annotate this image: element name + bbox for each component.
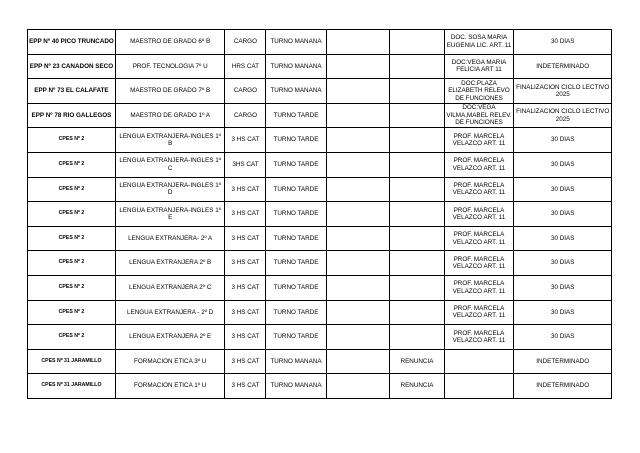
duration-cell-text: 30 DÍAS (550, 259, 575, 267)
holder-cell (444, 152, 514, 177)
holder-cell-text: DOC. SOSA MARIA EUGENIA LIC. ART. 11 (446, 34, 512, 49)
subject-cell-text: MAESTRO DE GRADO 7º B (130, 87, 211, 95)
blank-cell (326, 152, 390, 177)
duration-cell (514, 79, 612, 104)
type-cell-text: 3 HS CAT (231, 136, 260, 144)
type-cell-text: CARGO (233, 111, 257, 119)
school-cell-text: EPP Nº 40 PICO TRUNCADO (29, 38, 114, 46)
shift-cell (266, 374, 326, 399)
holder-cell-text: DOC:VEGA VILMA,MABEL RELEV. DE FUNCIONES (446, 104, 512, 127)
subject-cell-text: FORMACION ETICA 1º U (134, 382, 207, 390)
duration-cell-text: 30 DÍAS (550, 185, 575, 193)
blank-cell (326, 79, 390, 104)
duration-cell-text: INDETERMINADO (536, 357, 590, 365)
subject-cell (115, 79, 225, 104)
subject-cell-text: LENGUA EXTRANJERA 2º E (129, 333, 212, 341)
blank-cell (326, 251, 390, 276)
duration-cell-text: FINALIZACION CICLO LECTIVO 2025 (516, 83, 610, 98)
blank-cell (326, 325, 390, 350)
table-row (28, 30, 612, 55)
vacancy-table (27, 29, 612, 399)
school-cell-text: EPP Nº 73 EL CALAFATE (34, 87, 109, 95)
type-cell (225, 54, 266, 79)
status-cell (390, 30, 444, 55)
type-cell-text: 3 HS CAT (231, 357, 260, 365)
holder-cell-text: PROF. MARCELA VELAZCO ART. 11 (452, 255, 506, 271)
shift-cell (266, 54, 326, 79)
shift-cell (266, 300, 326, 325)
blank-cell (326, 202, 390, 227)
shift-cell-text: TURNO TARDE (273, 333, 319, 341)
subject-cell (115, 177, 225, 202)
shift-cell-text: TURNO TARDE (273, 308, 319, 316)
holder-cell (444, 30, 514, 55)
holder-cell (444, 54, 514, 79)
shift-cell (266, 79, 326, 104)
school-cell (28, 374, 116, 399)
shift-cell (266, 30, 326, 55)
duration-cell (514, 251, 612, 276)
type-cell-text: 3 HS CAT (231, 234, 260, 242)
school-cell-text: CPES Nº 2 (58, 161, 85, 168)
holder-cell-text: PROF. MARCELA VELAZCO ART. 11 (452, 280, 506, 295)
holder-cell (444, 325, 514, 350)
type-cell (225, 325, 266, 350)
subject-cell-text: FORMACION ETICA 3º U (134, 357, 207, 365)
school-cell-text: CPES Nº 2 (58, 284, 85, 291)
shift-cell-text: TURNO TARDE (273, 259, 319, 267)
type-cell (225, 226, 266, 251)
duration-cell-text: INDETERMINADO (536, 62, 590, 70)
blank-cell (326, 128, 390, 153)
status-cell-text: RENUNCIA (400, 382, 434, 390)
shift-cell (266, 226, 326, 251)
shift-cell (266, 251, 326, 276)
table-row (28, 128, 612, 153)
shift-cell-text: TURNO MAÑANA (270, 62, 322, 70)
subject-cell-text: LENGUA EXTRANJERA-INGLES 1º C (119, 157, 222, 172)
school-cell (28, 30, 116, 55)
subject-cell (115, 103, 225, 128)
type-cell-text: CARGO (233, 87, 257, 95)
duration-cell (514, 103, 612, 128)
holder-cell-text: PROF. MARCELA VELAZCO ART. 11 (452, 206, 506, 221)
subject-cell-text: LENGUA EXTRANJERA 2º C (128, 284, 212, 292)
school-cell (28, 79, 116, 104)
shift-cell-text: TURNO TARDE (273, 136, 319, 144)
duration-cell (514, 54, 612, 79)
type-cell-text: 3HS CAT (232, 161, 259, 169)
duration-cell-text: 30 DÍAS (550, 234, 575, 242)
duration-cell-text: 30 DÍAS (550, 284, 575, 292)
duration-cell-text: 30 DÍAS (550, 308, 575, 316)
subject-cell (115, 226, 225, 251)
duration-cell-text: 30 DÍAS (550, 161, 575, 169)
status-cell (390, 177, 444, 202)
shift-cell-text: TURNO MAÑANA (270, 87, 322, 95)
school-cell-text: CPES Nº 2 (58, 308, 85, 315)
duration-cell (514, 152, 612, 177)
duration-cell-text: 30 DÍAS (550, 38, 575, 46)
blank-cell (326, 349, 390, 374)
holder-cell (444, 349, 514, 374)
subject-cell (115, 325, 225, 350)
blank-cell (326, 103, 390, 128)
subject-cell (115, 152, 225, 177)
table-row (28, 300, 612, 325)
subject-cell (115, 275, 225, 300)
type-cell-text: 3 HS CAT (231, 259, 260, 267)
table-row (28, 202, 612, 227)
type-cell (225, 275, 266, 300)
school-cell (28, 177, 116, 202)
shift-cell (266, 349, 326, 374)
school-cell (28, 275, 116, 300)
duration-cell (514, 177, 612, 202)
shift-cell-text: TURNO MAÑANA (270, 382, 322, 390)
shift-cell-text: TURNO MAÑANA (270, 357, 322, 365)
school-cell (28, 226, 116, 251)
blank-cell (326, 374, 390, 399)
school-cell (28, 128, 116, 153)
school-cell-text: CPES Nº 31 JARAMILLO (41, 382, 102, 389)
holder-cell (444, 300, 514, 325)
type-cell (225, 374, 266, 399)
holder-cell (444, 103, 514, 128)
subject-cell-text: LENGUA EXTRANJERA-INGLES 1º D (119, 181, 222, 197)
shift-cell (266, 128, 326, 153)
blank-cell (326, 30, 390, 55)
shift-cell (266, 103, 326, 128)
table-row (28, 79, 612, 104)
subject-cell-text: LENGUA EXTRANJERA-INGLES 1º E (119, 206, 222, 221)
school-cell-text: EPP Nº 23 CAÑADON SECO (29, 62, 114, 70)
subject-cell-text: LENGUA EXTRANJERA - 2º D (127, 308, 214, 316)
school-cell-text: EPP Nº 78 RIO GALLEGOS (31, 111, 112, 119)
holder-cell (444, 275, 514, 300)
shift-cell-text: TURNO TARDE (273, 185, 319, 193)
table-row (28, 54, 612, 79)
school-cell (28, 349, 116, 374)
duration-cell-text: 30 DÍAS (550, 333, 575, 341)
holder-cell (444, 374, 514, 399)
holder-cell-text: PROF. MARCELA VELAZCO ART. 11 (452, 231, 506, 246)
table-row (28, 152, 612, 177)
school-cell (28, 325, 116, 350)
duration-cell-text: FINALIZACION CICLO LECTIVO 2025 (516, 108, 610, 123)
table-row (28, 275, 612, 300)
school-cell-text: CPES Nº 2 (58, 259, 85, 266)
holder-cell (444, 226, 514, 251)
holder-cell (444, 251, 514, 276)
shift-cell (266, 152, 326, 177)
type-cell (225, 103, 266, 128)
status-cell (390, 251, 444, 276)
subject-cell-text: LENGUA EXTRANJERA- 2º A (128, 234, 213, 242)
holder-cell (444, 177, 514, 202)
table-row (28, 251, 612, 276)
subject-cell-text: MAESTRO DE GRADO 6º B (130, 38, 211, 46)
shift-cell (266, 325, 326, 350)
school-cell-text: CPES Nº 31 JARAMILLO (41, 357, 102, 364)
holder-cell-text: PROF. MARCELA VELAZCO ART. 11 (452, 181, 506, 197)
status-cell (390, 325, 444, 350)
shift-cell (266, 177, 326, 202)
blank-cell (326, 300, 390, 325)
status-cell (390, 349, 444, 374)
school-cell (28, 54, 116, 79)
subject-cell-text: LENGUA EXTRANJERA 2º B (129, 259, 212, 267)
duration-cell (514, 128, 612, 153)
status-cell (390, 152, 444, 177)
blank-cell (326, 54, 390, 79)
blank-cell (326, 226, 390, 251)
duration-cell-text: 30 DÍAS (550, 136, 575, 144)
type-cell (225, 177, 266, 202)
type-cell-text: 3 HS CAT (231, 333, 260, 341)
shift-cell-text: TURNO TARDE (273, 210, 319, 218)
subject-cell (115, 54, 225, 79)
blank-cell (326, 177, 390, 202)
subject-cell (115, 300, 225, 325)
type-cell-text: 3 HS CAT (231, 210, 260, 218)
duration-cell (514, 325, 612, 350)
subject-cell (115, 374, 225, 399)
type-cell (225, 152, 266, 177)
holder-cell-text: PROF. MARCELA VELAZCO ART. 11 (452, 132, 506, 148)
subject-cell-text: MAESTRO DE GRADO 1º A (130, 111, 210, 119)
shift-cell (266, 202, 326, 227)
subject-cell (115, 251, 225, 276)
status-cell (390, 226, 444, 251)
school-cell-text: CPES Nº 2 (58, 185, 85, 192)
type-cell (225, 30, 266, 55)
holder-cell (444, 128, 514, 153)
school-cell-text: CPES Nº 2 (58, 136, 85, 143)
duration-cell (514, 374, 612, 399)
school-cell (28, 103, 116, 128)
school-cell-text: CPES Nº 2 (58, 234, 85, 241)
duration-cell (514, 202, 612, 227)
duration-cell (514, 226, 612, 251)
school-cell (28, 300, 116, 325)
status-cell (390, 128, 444, 153)
shift-cell-text: TURNO TARDE (273, 111, 319, 119)
type-cell-text: 3 HS CAT (231, 382, 260, 390)
status-cell-text: RENUNCIA (400, 357, 434, 365)
table-body (28, 30, 612, 399)
school-cell (28, 202, 116, 227)
holder-cell-text: PROF. MARCELA VELAZCO ART. 11 (452, 157, 506, 172)
table-row (28, 103, 612, 128)
school-cell (28, 152, 116, 177)
status-cell (390, 103, 444, 128)
status-cell (390, 54, 444, 79)
duration-cell (514, 300, 612, 325)
type-cell (225, 202, 266, 227)
type-cell-text: 3 HS CAT (231, 308, 260, 316)
status-cell (390, 374, 444, 399)
status-cell (390, 202, 444, 227)
status-cell (390, 300, 444, 325)
table-row (28, 226, 612, 251)
type-cell-text: 3 HS CAT (231, 284, 260, 292)
shift-cell (266, 275, 326, 300)
holder-cell (444, 202, 514, 227)
school-cell (28, 251, 116, 276)
shift-cell-text: TURNO TARDE (273, 161, 319, 169)
type-cell (225, 251, 266, 276)
duration-cell (514, 30, 612, 55)
type-cell (225, 79, 266, 104)
school-cell-text: CPES Nº 2 (58, 333, 85, 340)
duration-cell-text: 30 DÍAS (550, 210, 575, 218)
subject-cell (115, 202, 225, 227)
duration-cell (514, 275, 612, 300)
holder-cell (444, 79, 514, 104)
subject-cell-text: LENGUA EXTRANJERA-INGLES 1º B (119, 132, 222, 148)
holder-cell-text: DOC:VEGA MARIA FELICIA ART 11 (451, 58, 507, 74)
status-cell (390, 79, 444, 104)
type-cell-text: 3 HS CAT (231, 185, 260, 193)
holder-cell-text: PROF. MARCELA VELAZCO ART. 11 (452, 329, 506, 344)
duration-cell (514, 349, 612, 374)
subject-cell (115, 349, 225, 374)
school-cell-text: CPES Nº 2 (58, 210, 85, 217)
type-cell (225, 128, 266, 153)
status-cell (390, 275, 444, 300)
blank-cell (326, 275, 390, 300)
type-cell-text: CARGO (233, 38, 257, 46)
subject-cell-text: PROF. TECNOLOGIA 7º U (132, 62, 208, 70)
subject-cell (115, 128, 225, 153)
table-row (28, 325, 612, 350)
type-cell-text: HRS CAT (231, 62, 259, 70)
holder-cell-text: PROF. MARCELA VELAZCO ART. 11 (452, 304, 506, 320)
type-cell (225, 300, 266, 325)
table-row (28, 177, 612, 202)
table-row (28, 349, 612, 374)
duration-cell-text: INDETERMINADO (536, 382, 590, 390)
shift-cell-text: TURNO TARDE (273, 234, 319, 242)
subject-cell (115, 30, 225, 55)
table-row (28, 374, 612, 399)
type-cell (225, 349, 266, 374)
shift-cell-text: TURNO MAÑANA (270, 38, 322, 46)
holder-cell-text: DOC:PLAZA ELIZABETH RELEVO DE FUNCIONES (448, 79, 510, 102)
shift-cell-text: TURNO TARDE (273, 284, 319, 292)
